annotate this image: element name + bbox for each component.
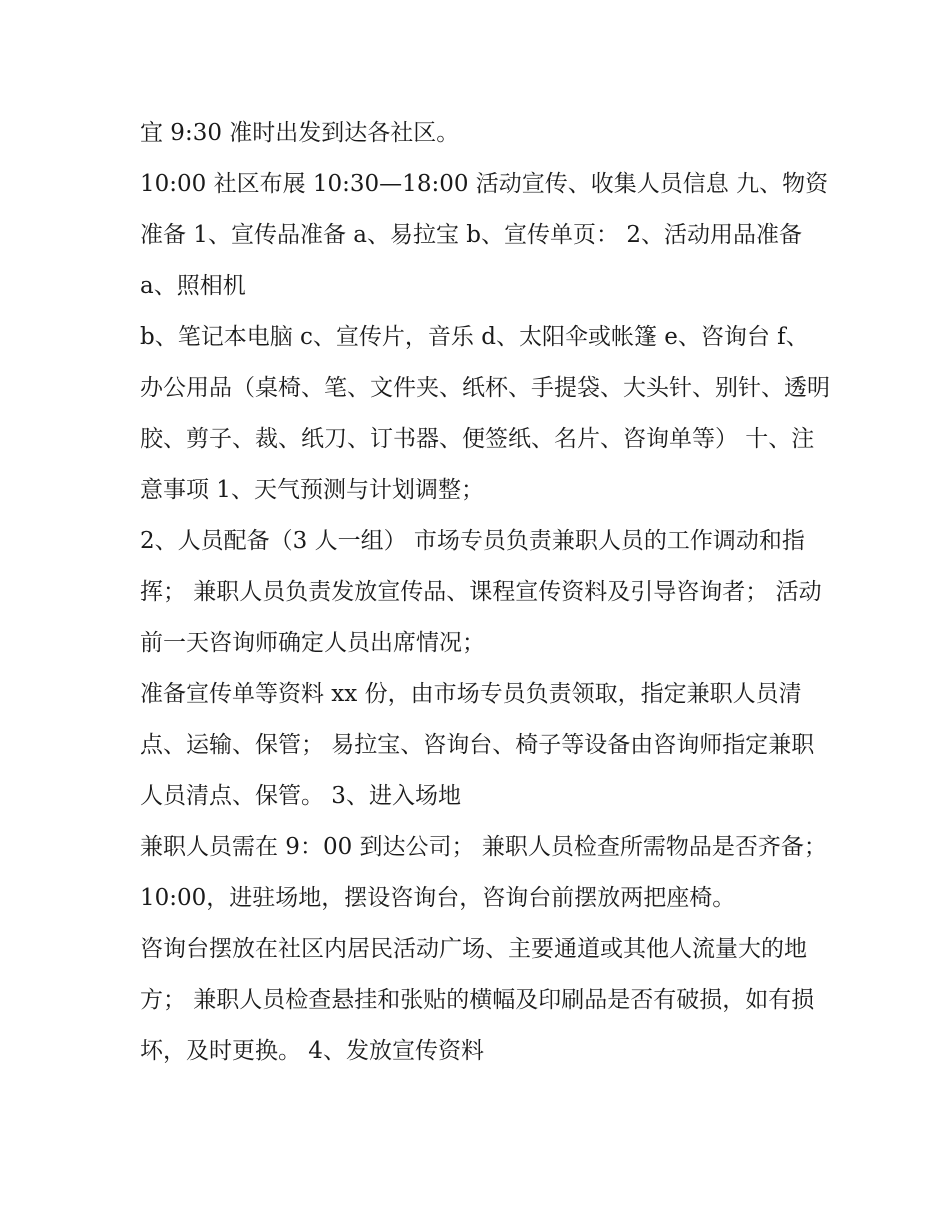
paragraph: 准备宣传单等资料 xx 份，由市场专员负责领取，指定兼职人员清点、运输、保管； 易拉宝、咨询台、椅子等设备由咨询师指定兼职人员清点、保管。 3、进入场地 (140, 681, 815, 809)
paragraph: b、笔记本电脑 c、宣传片，音乐 d、太阳伞或帐篷 e、咨询台 f、办公用品（桌椅、笔、文件夹、纸杯、手提袋、大头针、别针、透明胶、剪子、裁、纸刀、订书器、便签纸、名片、咨询单等） 十、注意事项 1、天气预测与计划调整； (140, 324, 830, 503)
paragraph: 咨询台摆放在社区内居民活动广场、主要通道或其他人流量大的地方； 兼职人员检查悬挂和张贴的横幅及印刷品是否有破损，如有损坏，及时更换。 4、发放宣传资料 (140, 936, 815, 1064)
document-body (140, 108, 835, 1077)
paragraph: 宜 9:30 准时出发到达各社区。 (140, 120, 460, 146)
paragraph: 10:00 社区布展 10:30—18:00 活动宣传、收集人员信息 九、物资准备 1、宣传品准备 a、易拉宝 b、宣传单页： 2、活动用品准备 a、照相机 (140, 171, 829, 299)
paragraph: 兼职人员需在 9：00 到达公司； 兼职人员检查所需物品是否齐备； 10:00，进驻场地，摆设咨询台，咨询台前摆放两把座椅。 (140, 834, 835, 911)
paragraph: 2、人员配备（3 人一组） 市场专员负责兼职人员的工作调动和指挥； 兼职人员负责发放宣传品、课程宣传资料及引导咨询者； 活动前一天咨询师确定人员出席情况； (140, 528, 822, 656)
